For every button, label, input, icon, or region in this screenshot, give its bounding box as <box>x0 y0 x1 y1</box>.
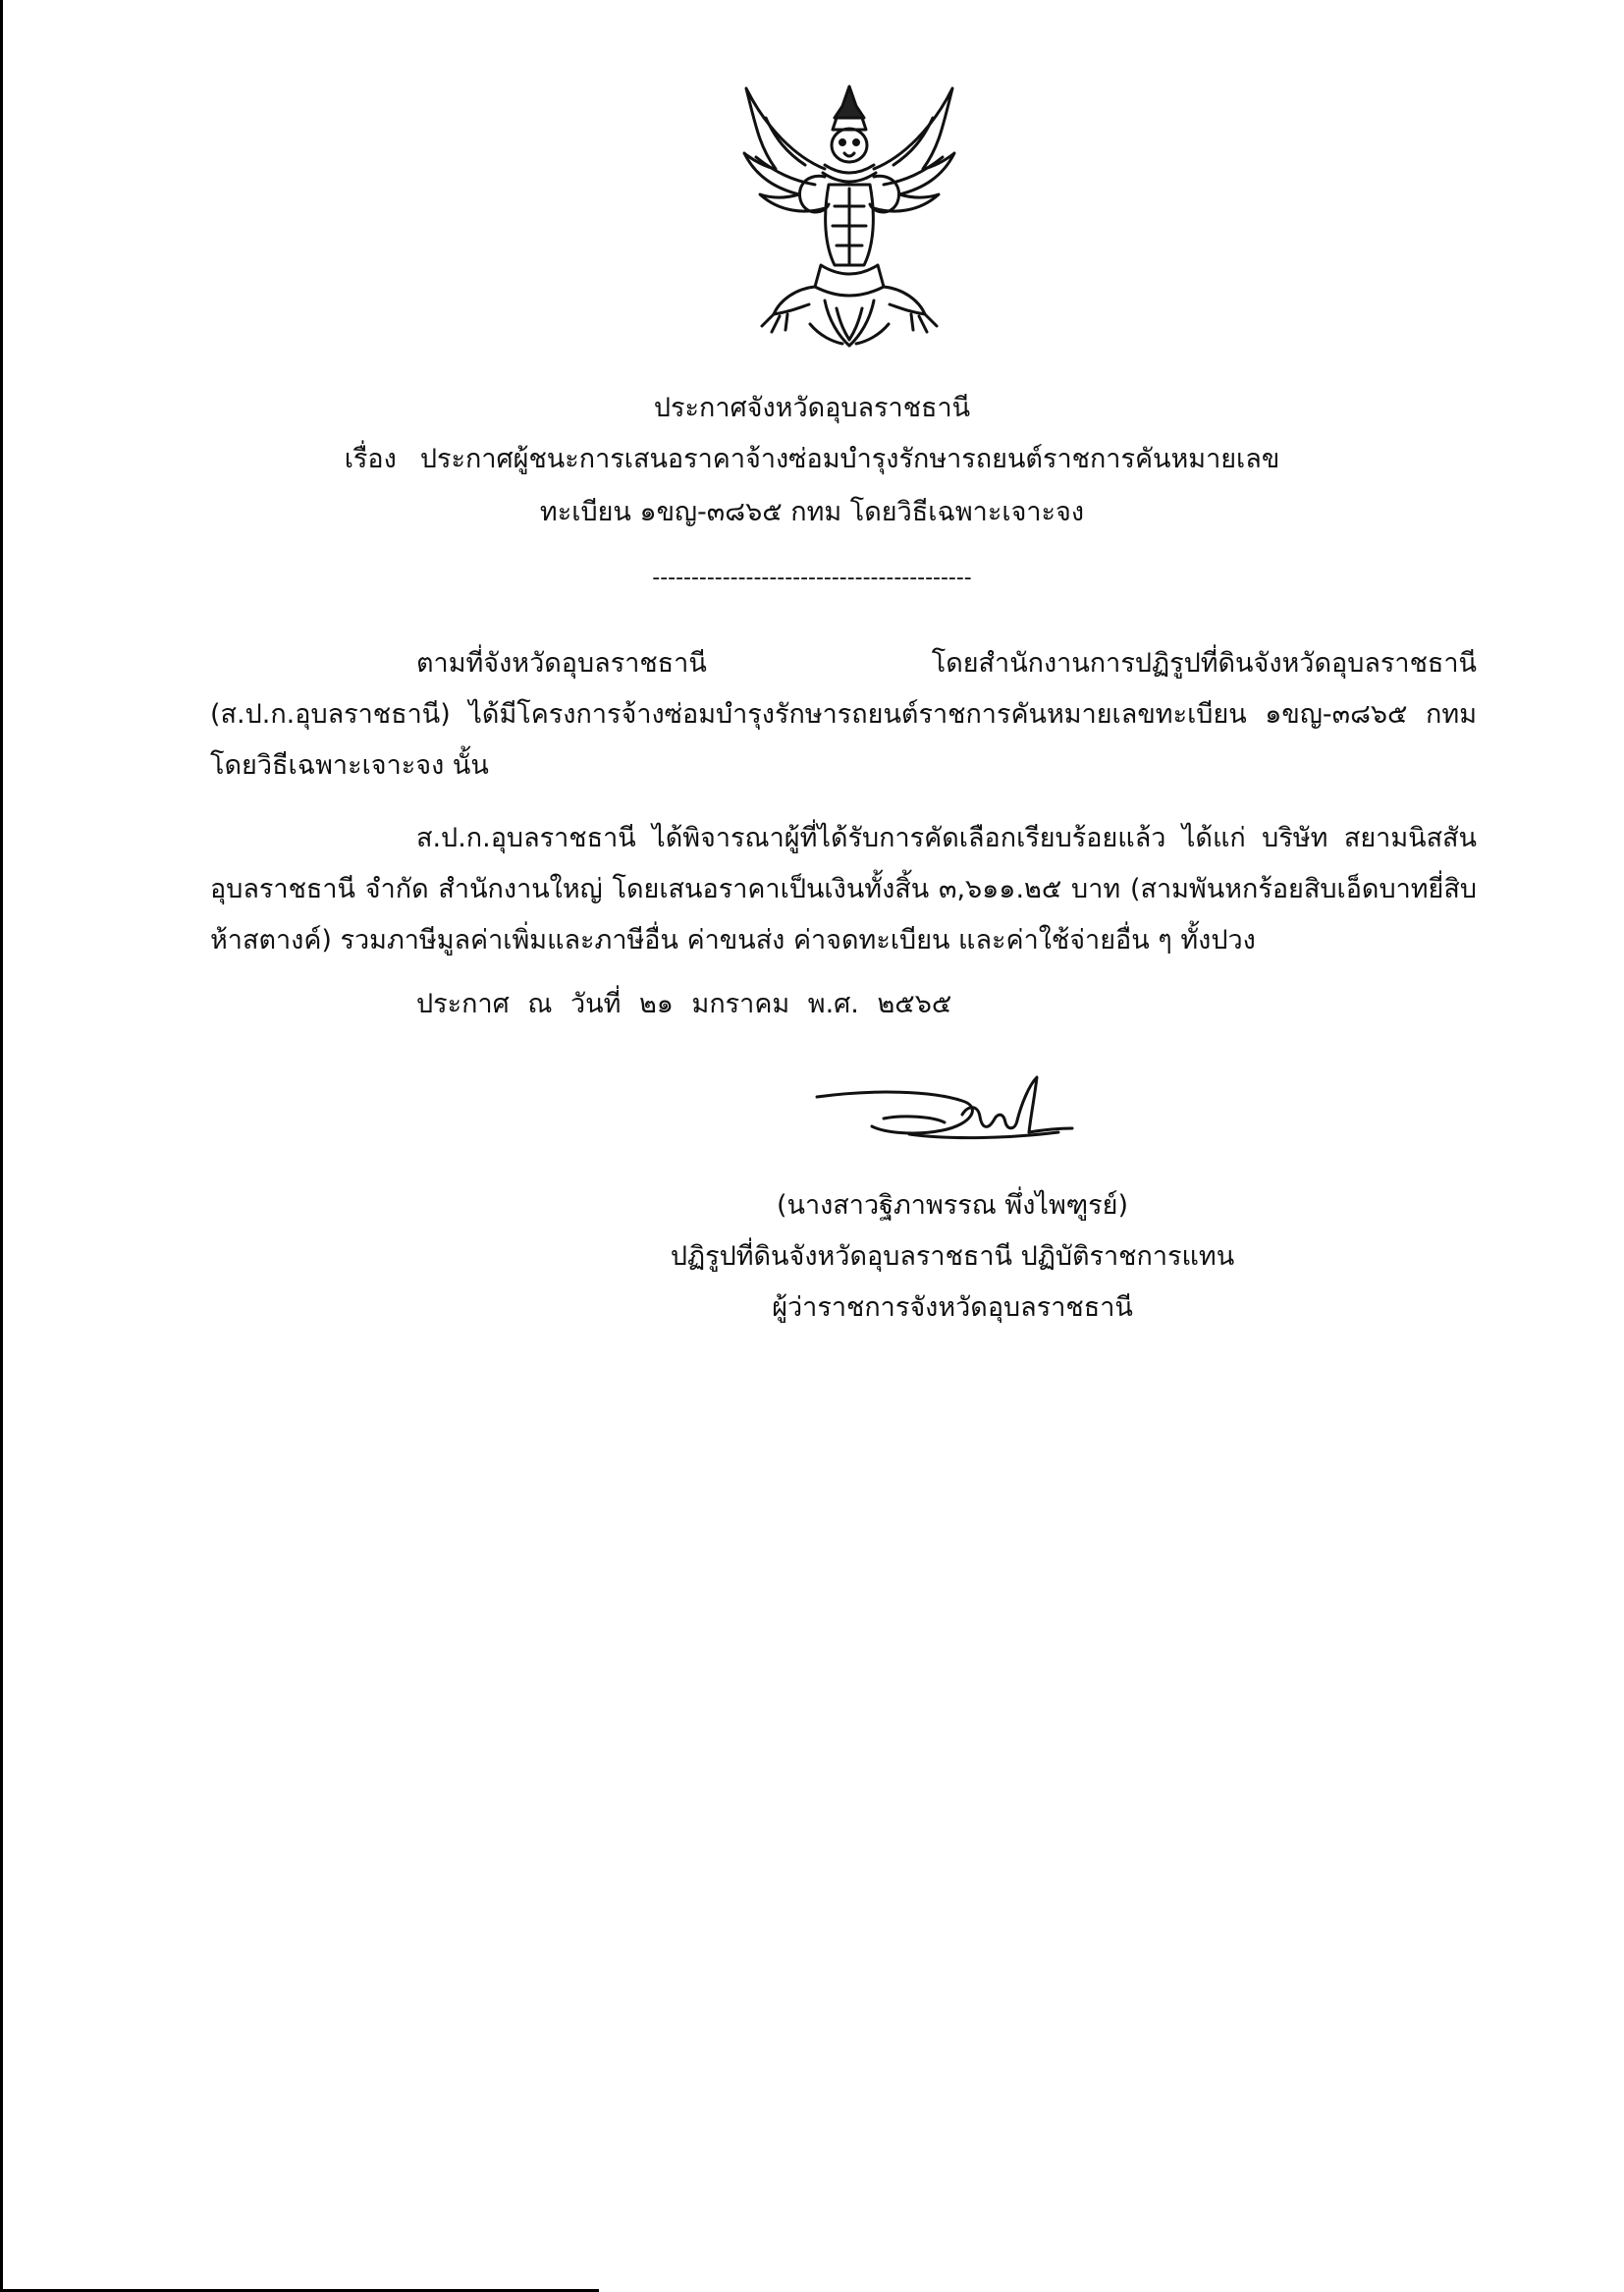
handwritten-signature <box>815 1075 1080 1173</box>
announcement-title: ประกาศจังหวัดอุบลราชธานี <box>653 393 971 423</box>
paragraph-2 <box>210 813 1477 966</box>
signature-block <box>609 1180 1296 1334</box>
announcement-date: ประกาศ ณ วันที่ ๒๑ มกราคม พ.ศ. ๒๕๖๕ <box>416 989 952 1019</box>
subject-label: เรื่อง <box>344 444 397 474</box>
scan-edge-left <box>0 0 3 2292</box>
paragraph-2-text: ส.ป.ก.อุบลราชธานี ได้พิจารณาผู้ที่ได้รับการคัดเลือกเรียบร้อยแล้ว ได้แก่ บริษัท สยามนิสสัน อุบลราชธานี จำกัด สำนักงานใหญ่ โดยเสนอราคาเป็นเงินทั้งสิ้น ๓,๖๑๑.๒๕ บาท (สามพันหกร้อยสิบเอ็ดบาทยี่สิบห้าสตางค์) รวมภาษีมูลค่าเพิ่มและภาษีอื่น ค่าขนส่ง ค่าจดทะเบียน และค่าใช้จ่ายอื่น ๆ ทั้งปวง <box>210 823 1477 955</box>
signer-on-behalf: ผู้ว่าราชการจังหวัดอุบลราชธานี <box>772 1292 1133 1323</box>
divider-line: ----------------------------------------- <box>652 566 972 590</box>
paragraph-1-text: ตามที่จังหวัดอุบลราชธานี โดยสำนักงานการปฏิรูปที่ดินจังหวัดอุบลราชธานี (ส.ป.ก.อุบลราชธานี) ได้มีโครงการจ้างซ่อมบำรุงรักษารถยนต์ราชการคันหมายเลขทะเบียน ๑ขญ-๓๘๖๕ กทม โดยวิธีเฉพาะเจาะจง นั้น <box>210 648 1477 781</box>
subject-line-2: ทะเบียน ๑ขญ-๓๘๖๕ กทม โดยวิธีเฉพาะเจาะจง <box>539 497 1085 527</box>
garuda-emblem-icon <box>727 79 972 354</box>
paragraph-1 <box>210 638 1477 791</box>
subject-line-1 <box>0 440 1624 479</box>
signer-position: ปฏิรูปที่ดินจังหวัดอุบลราชธานี ปฏิบัติราชการแทน <box>670 1241 1235 1272</box>
subject-text-1: ประกาศผู้ชนะการเสนอราคาจ้างซ่อมบำรุงรักษารถยนต์ราชการคันหมายเลข <box>419 444 1280 474</box>
signer-name: (นางสาวฐิภาพรรณ พึ่งไพฑูรย์) <box>776 1190 1129 1221</box>
